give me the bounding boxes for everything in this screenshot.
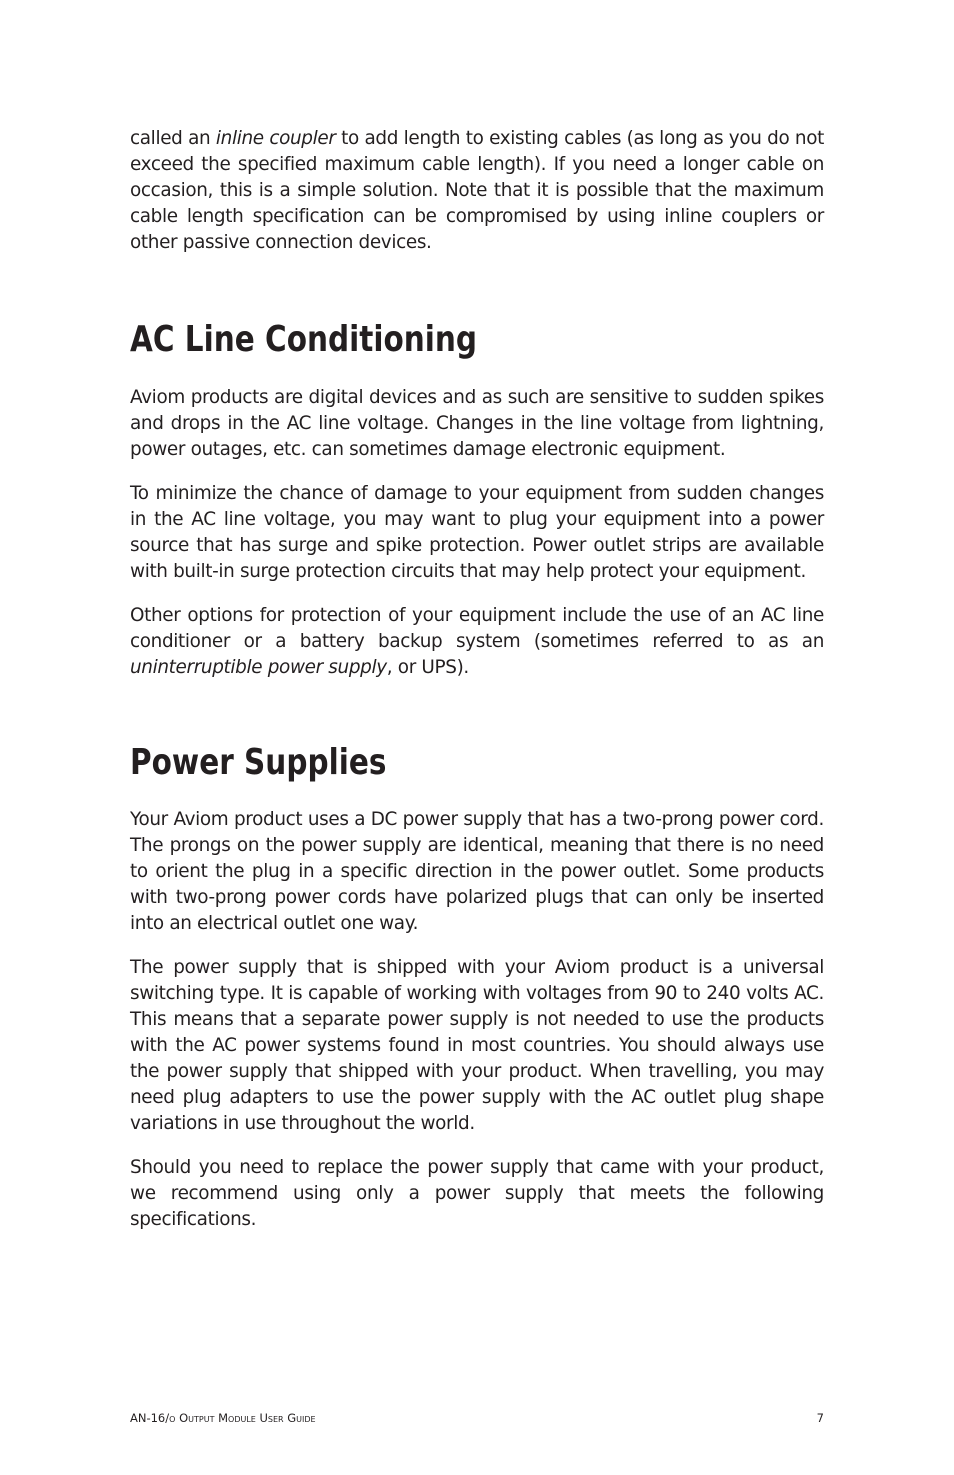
footer-title-rest: /o Output Module User Guide [165, 1411, 316, 1425]
page-number: 7 [816, 1411, 824, 1425]
ps-paragraph-2: The power supply that is shipped with your Aviom product is a universal switching type. It is capable of working with voltages from 90 to 240 volts AC. This means that a separate power supply is not needed to use the products with the AC power systems found in most countries. You should always use the power supply that shipped with your product. When travelling, you may need plug adapters to use the power supply with the AC outlet plug shape variations in use throughout the world. [130, 957, 824, 1134]
footer-model: AN-16 [130, 1411, 166, 1425]
ac-p3-before: Other options for protection of your equipment include the use of an AC line conditioner or a battery backup system (sometimes referred to as an [130, 605, 824, 652]
ac-paragraph-2: To minimize the chance of damage to your equipment from sudden changes in the AC line voltage, you may want to plug your equipment into a power source that has surge and spike protection. Power outlet strips are available with built-in surge protection circuits that may help protect your equipment. [130, 483, 824, 582]
power-supplies-heading: Power Supplies [130, 742, 387, 783]
ac-p3-after: , or UPS). [386, 657, 469, 678]
intro-paragraph [130, 126, 824, 256]
ac-line-conditioning-heading: AC Line Conditioning [130, 319, 478, 360]
intro-text-before: called an [130, 128, 216, 149]
ac-paragraph-3 [130, 603, 824, 681]
ps-paragraph-3: Should you need to replace the power supply that came with your product, we recommend using only a power supply that meets the following specifications. [130, 1157, 824, 1230]
ps-paragraph-1: Your Aviom product uses a DC power supply that has a two-prong power cord. The prongs on the power supply are identical, meaning that there is no need to orient the plug in a specific direction in the power outlet. Some products with two-prong power cords have polarized plugs that can only be inserted into an electrical outlet one way. [130, 809, 824, 934]
ac-p3-emphasis: uninterruptible power supply [130, 657, 387, 678]
page-footer [130, 1410, 824, 1428]
document-page [130, 126, 824, 1233]
footer-guide-title [130, 1410, 316, 1426]
intro-text-after: to add length to existing cables (as long as you do not exceed the specified maximum cable length). If you need a longer cable on occasion, this is a simple solution. Note that it is possible that the maximum cable length specification can be compromised by using inline couplers or other passive connection devices. [130, 128, 824, 253]
ac-paragraph-1: Aviom products are digital devices and as such are sensitive to sudden spikes and drops in the AC line voltage. Changes in the line voltage from lightning, power outages, etc. can sometimes damage electronic equipment. [130, 387, 824, 460]
intro-emphasis: inline coupler [215, 128, 336, 149]
